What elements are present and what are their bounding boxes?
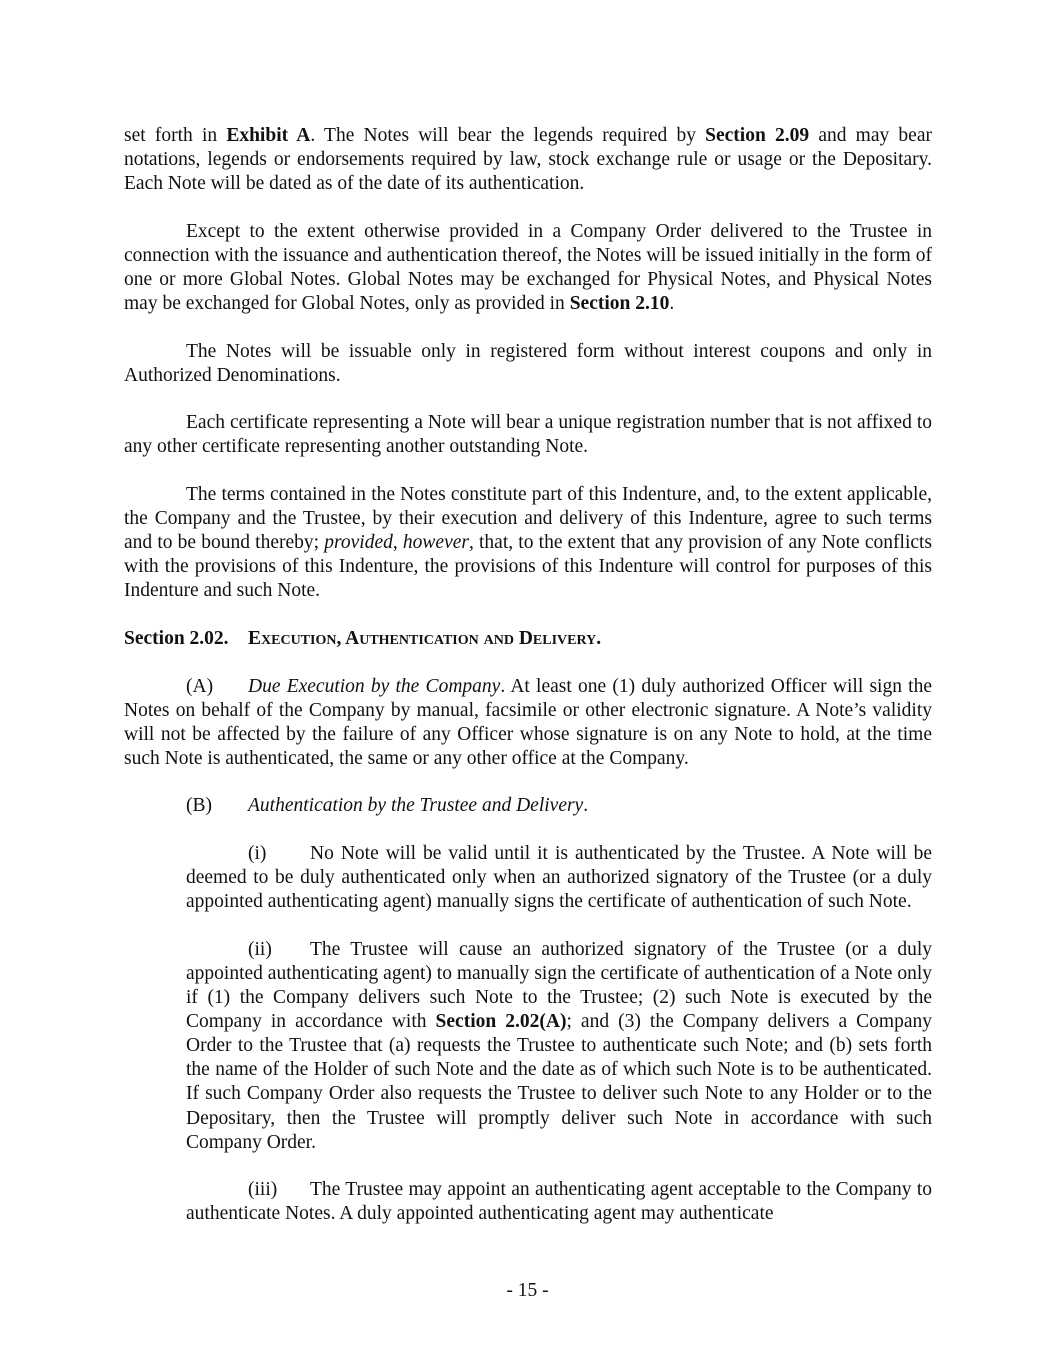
paragraph-exhibit-legends: [124, 124, 932, 196]
subclause-i: [186, 842, 932, 914]
text: The Trustee will cause an authorized signatory of the Trustee (or a duly appointed authenticating agent) to manually sign the certificate of authentication of a Note only if (1) the Company delivers such Note to the Trustee; (2) such Note is executed by the Company in accordance with: [186, 938, 932, 1033]
text: .: [669, 293, 675, 315]
section-reference: Section 2.10: [569, 293, 670, 315]
clause-label: (B): [186, 795, 212, 817]
section-heading: [124, 627, 932, 651]
subclause-label: (iii): [248, 1179, 278, 1201]
text: , that, to the extent that any provision of any Note conflicts with the provisions of this Indenture, the provisions of this Indenture will control for purposes of this Indenture and such Note.: [124, 532, 933, 602]
text: The terms contained in the Notes constitute part of this Indenture, and, to the extent applicable, the Company and the Trustee, by their execution and delivery of this Indenture, agree to such terms and to be bound thereby;: [124, 484, 932, 554]
clause-b: [124, 794, 932, 818]
paragraph-global-notes: [124, 220, 932, 316]
subclause-label: (ii): [248, 938, 272, 960]
paragraph-registration-number: Each certificate representing a Note will bear a unique registration number that is not affixed to any other certificate representing another outstanding Note.: [124, 412, 932, 458]
text: .: [583, 795, 589, 817]
text: . At least one (1) duly authorized Officer will sign the Notes on behalf of the Company by manual, facsimile or other electronic signature. A Note’s validity will not be affected by the failure of any Officer whose signature is on any Note to hold, at the time such Note is authenticated, the same or any other office at the Company.: [124, 675, 933, 769]
paragraph-terms: [124, 483, 932, 603]
text: The Trustee may appoint an authenticating agent acceptable to the Company to authenticate Notes. A duly appointed authenticating agent may authenticate: [186, 1179, 932, 1225]
text: Except to the extent otherwise provided in a Company Order delivered to the Trustee in connection with the issuance and authentication thereof, the Notes will be issued initially in the form of one or more Global Notes. Global Notes may be exchanged for Physical Notes, and Physical Notes may be exchanged for Global Notes, only as provided in: [124, 220, 932, 315]
section-reference: Section 2.02(A): [435, 1011, 567, 1033]
subclause-ii: [186, 938, 932, 1155]
exhibit-reference: Exhibit A: [226, 125, 311, 146]
text: . The Notes will bear the legends required by: [310, 125, 706, 146]
document-page: [124, 124, 932, 1250]
clause-title: Authentication by the Trustee and Delivery: [248, 795, 584, 817]
text: No Note will be valid until it is authenticated by the Trustee. A Note will be deemed to be duly authenticated only when an authorized signatory of the Trustee (or a duly appointed authenticating agent) manually signs the certificate of authentication of such Note.: [186, 843, 932, 913]
page-number: - 15 -: [506, 1280, 549, 1301]
clause-label: (A): [186, 675, 214, 697]
clause-a: [124, 675, 932, 771]
text: ; and (3) the Company delivers a Company Order to the Trustee that (a) requests the Trustee to authenticate such Note; and (b) sets forth the name of the Holder of such Note and the date as of which such Note is to be authenticated. If such Company Order also requests the Trustee to deliver such Note to any Holder or to the Depositary, then the Trustee will promptly deliver such Note in accordance with such Company Order.: [186, 1011, 932, 1153]
section-number: Section 2.02.: [124, 628, 229, 649]
clause-title: Due Execution by the Company: [248, 675, 501, 697]
paragraph-registered-form: The Notes will be issuable only in registered form without interest coupons and only in Authorized Denominations.: [124, 340, 932, 386]
section-title: Execution, Authentication and Delivery.: [248, 628, 602, 649]
text: ,: [392, 532, 403, 554]
subclause-label: (i): [248, 843, 267, 865]
text: and may bear notations, legends or endorsements required by law, stock exchange rule or usage or the Depositary. Each Note will be dated as of the date of its authentication.: [124, 125, 932, 195]
italic-term: provided: [324, 532, 393, 554]
text: set forth in: [124, 125, 227, 146]
italic-term: however: [402, 532, 469, 554]
subclause-iii: [186, 1178, 932, 1226]
section-reference: Section 2.09: [705, 125, 810, 146]
